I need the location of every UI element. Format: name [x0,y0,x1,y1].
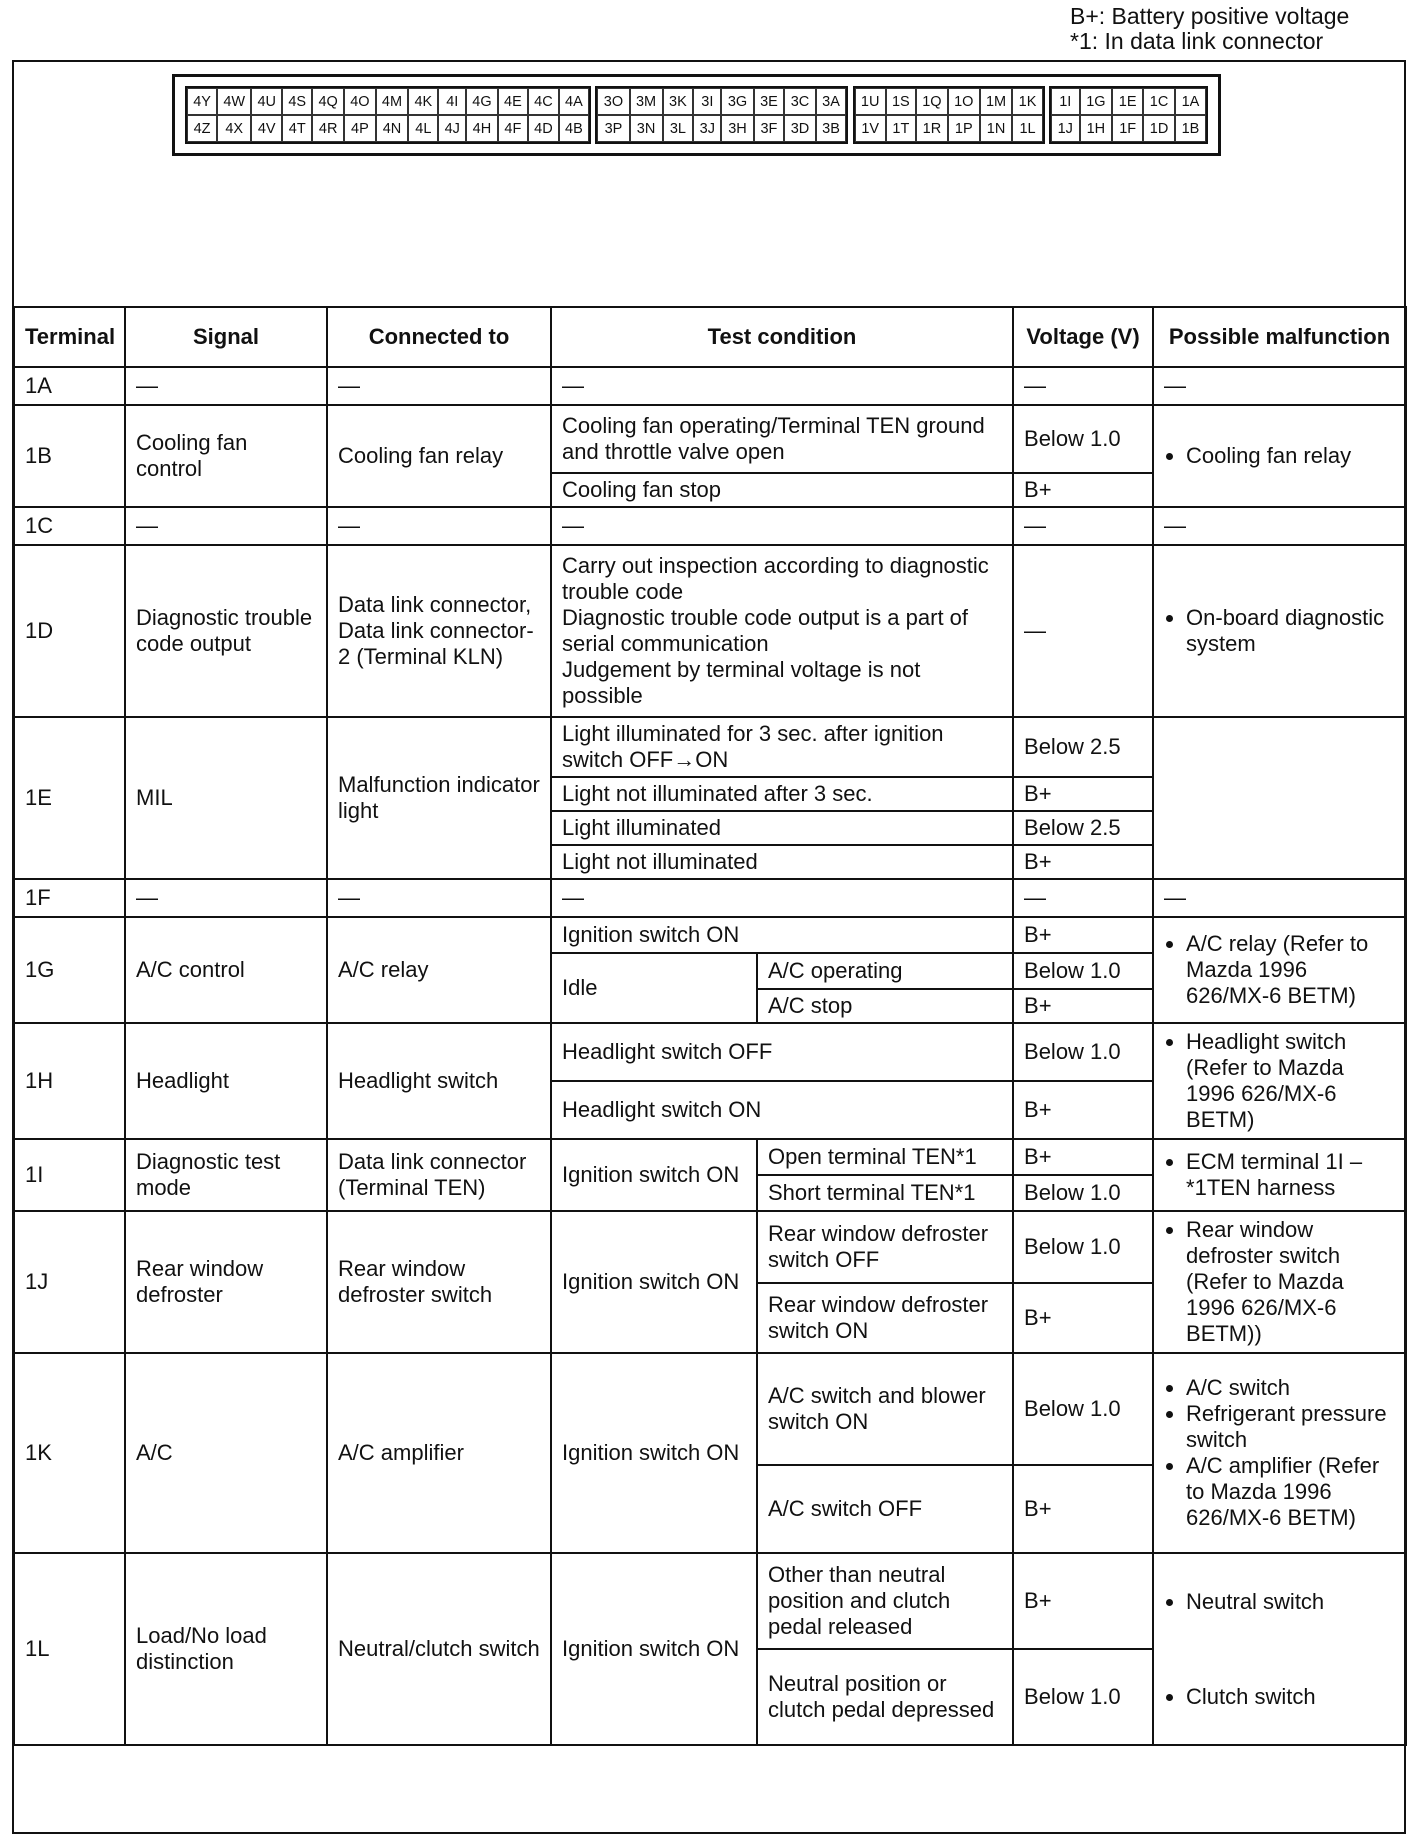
malfunction-cell [1153,1553,1406,1649]
malfunction-item: • Neutral switch [1186,1589,1395,1615]
table-row [14,545,1406,717]
signal-cell: MIL [125,717,327,879]
header-row [14,307,1406,367]
terminal-cell: 1C [14,507,125,545]
malfunction-cell [1153,1649,1406,1745]
empty-dash: — [1153,879,1406,917]
malfunction-item: • A/C relay (Refer to Mazda 1996 626/MX-6 BETM) [1186,931,1395,1009]
connector-pin: 3G [721,88,753,115]
table-row [14,1139,1406,1175]
connector-block-4 [185,86,591,144]
test-condition-cell: Open terminal TEN*1 [757,1139,1013,1175]
connector-pin: 1O [948,88,980,115]
connector-block-1b [1049,86,1208,144]
malfunction-item: • On-board diagnostic system [1186,605,1395,657]
connector-pin: 1A [1175,88,1206,115]
header-signal: Signal [125,307,327,367]
voltage-cell: B+ [1013,1139,1153,1175]
connected-to-cell: Malfunction indicator light [327,717,551,879]
header-test-condition: Test condition [551,307,1013,367]
connector-pin: 4T [282,115,312,142]
table-row [14,507,1406,545]
test-condition-cell: Neutral position or clutch pedal depressed [757,1649,1013,1745]
table-row [14,1353,1406,1465]
test-condition-line: Carry out inspection according to diagnostic trouble code [562,553,989,604]
empty-dash: — [551,879,1013,917]
connector-pin: 4X [217,115,251,142]
voltage-cell: B+ [1013,1283,1153,1353]
connector-pin: 4B [559,115,589,142]
table-row [14,1553,1406,1649]
connector-pin: 3D [784,115,815,142]
connector-pin: 1H [1080,115,1113,142]
connector-pin: 4Y [187,88,217,115]
test-condition-cell: Headlight switch ON [551,1081,1013,1139]
connector-pin: 4N [376,115,409,142]
empty-dash: — [125,507,327,545]
voltage-cell: Below 1.0 [1013,953,1153,989]
empty-dash: — [327,879,551,917]
connector-pin: 1N [980,115,1013,142]
ecm-connector-diagram [172,74,1221,156]
signal-cell: Diagnostic trouble code output [125,545,327,717]
connector-pin: 1P [948,115,980,142]
connector-pin: 4Q [312,88,344,115]
connector-pin: 4A [559,88,589,115]
connector-pin: 1J [1051,115,1080,142]
malfunction-item: • Refrigerant pressure switch [1186,1401,1395,1453]
connector-pin: 3O [597,88,629,115]
connector-pin: 4I [438,88,466,115]
malfunction-cell [1153,1211,1406,1353]
table-row [14,879,1406,917]
test-condition-cell: Cooling fan operating/Terminal TEN ground and throttle valve open [551,405,1013,473]
table-row [14,917,1406,953]
terminal-cell: 1H [14,1023,125,1139]
connector-pin: 3C [784,88,815,115]
test-condition-cell: Rear window defroster switch OFF [757,1211,1013,1283]
connector-pin: 4O [344,88,376,115]
connector-pin: 3J [693,115,721,142]
voltage-cell: B+ [1013,1081,1153,1139]
terminal-cell: 1E [14,717,125,879]
voltage-cell: B+ [1013,1465,1153,1553]
terminal-cell: 1D [14,545,125,717]
voltage-cell: Below 2.5 [1013,717,1153,777]
empty-dash: — [1013,367,1153,405]
test-condition-cell: A/C switch and blower switch ON [757,1353,1013,1465]
connector-pin: 4W [217,88,251,115]
empty-dash: — [125,879,327,917]
connector-pin: 3A [816,88,847,115]
malfunction-cell [1153,1023,1406,1139]
connected-to-cell: Neutral/clutch switch [327,1553,551,1745]
connector-pin: 3L [663,115,694,142]
malfunction-item: • Cooling fan relay [1186,443,1395,469]
connector-pin: 3B [816,115,847,142]
malfunction-item: • Rear window defroster switch (Refer to Mazda 1996 626/MX-6 BETM)) [1186,1217,1395,1347]
terminal-cell: 1J [14,1211,125,1353]
empty-dash: — [327,507,551,545]
connector-pin: 4V [251,115,282,142]
test-condition-cell: Light not illuminated [551,845,1013,879]
signal-cell: Rear window defroster [125,1211,327,1353]
terminal-table [13,306,1407,1746]
test-condition-cell: Rear window defroster switch ON [757,1283,1013,1353]
connector-block-3 [595,86,848,144]
signal-cell: Headlight [125,1023,327,1139]
connected-to-cell: Data link connector, Data link connector-2 (Terminal KLN) [327,545,551,717]
connector-pin: 4H [466,115,498,142]
connector-pin: 4D [528,115,559,142]
test-sub-condition-cell: Ignition switch ON [551,1553,757,1745]
test-condition-cell: A/C switch OFF [757,1465,1013,1553]
voltage-cell: Below 1.0 [1013,1023,1153,1081]
malfunction-item: • Clutch switch [1186,1684,1395,1710]
connector-pin: 4P [344,115,376,142]
voltage-cell: Below 1.0 [1013,405,1153,473]
empty-dash: — [327,367,551,405]
connected-to-cell: A/C relay [327,917,551,1023]
connector-pin: 1B [1175,115,1206,142]
connector-pin: 3E [754,88,785,115]
connector-pin: 4C [528,88,559,115]
connector-pin: 3F [754,115,785,142]
header-connected-to: Connected to [327,307,551,367]
connector-pin: 3I [693,88,721,115]
connector-pin: 1D [1143,115,1175,142]
empty-dash: — [1013,879,1153,917]
connector-pin: 1C [1143,88,1175,115]
malfunction-cell [1153,917,1406,1023]
voltage-cell: Below 2.5 [1013,811,1153,845]
test-condition-cell: Light illuminated [551,811,1013,845]
test-condition-cell [551,545,1013,717]
voltage-cell: Below 1.0 [1013,1649,1153,1745]
signal-cell: Cooling fan control [125,405,327,507]
test-condition-line: Judgement by terminal voltage is not possible [562,657,921,708]
legend [1070,4,1400,54]
malfunction-item: • A/C amplifier (Refer to Mazda 1996 626/MX-6 BETM) [1186,1453,1395,1531]
terminal-cell: 1F [14,879,125,917]
connector-pin: 1L [1012,115,1042,142]
terminal-cell: 1A [14,367,125,405]
table-row [14,1211,1406,1283]
empty-dash: — [1013,507,1153,545]
empty-dash: — [551,507,1013,545]
terminal-cell: 1I [14,1139,125,1211]
voltage-cell: B+ [1013,845,1153,879]
test-condition-cell: A/C operating [757,953,1013,989]
malfunction-cell [1153,545,1406,717]
connector-pin: 3P [597,115,629,142]
empty-dash: — [1153,507,1406,545]
malfunction-item: • Headlight switch (Refer to Mazda 1996 626/MX-6 BETM) [1186,1029,1395,1133]
connector-pin: 1E [1112,88,1143,115]
voltage-cell: B+ [1013,1553,1153,1649]
table-row [14,405,1406,473]
test-sub-condition-cell: Ignition switch ON [551,1353,757,1553]
voltage-cell: Below 1.0 [1013,1175,1153,1211]
connector-pin: 3N [630,115,663,142]
voltage-cell: B+ [1013,917,1153,953]
malfunction-cell [1153,1353,1406,1553]
signal-cell: A/C control [125,917,327,1023]
header-terminal: Terminal [14,307,125,367]
connected-to-cell: Data link connector (Terminal TEN) [327,1139,551,1211]
connected-to-cell: A/C amplifier [327,1353,551,1553]
empty-dash: — [1153,367,1406,405]
connector-pin: 4L [408,115,438,142]
voltage-cell: B+ [1013,777,1153,811]
connector-pin: 4S [282,88,312,115]
connector-pin: 4Z [187,115,217,142]
malfunction-cell [1153,717,1406,879]
voltage-cell: B+ [1013,989,1153,1023]
legend-battery-voltage: B+: Battery positive voltage [1070,3,1350,29]
connector-pin: 4U [251,88,282,115]
header-voltage: Voltage (V) [1013,307,1153,367]
connector-pin: 3M [630,88,663,115]
test-condition-cell: A/C stop [757,989,1013,1023]
table-row [14,367,1406,405]
test-condition-cell: Light not illuminated after 3 sec. [551,777,1013,811]
voltage-cell: Below 1.0 [1013,1211,1153,1283]
test-sub-condition-cell: Ignition switch ON [551,1211,757,1353]
signal-cell: Diagnostic test mode [125,1139,327,1211]
header-possible-malfunction: Possible malfunction [1153,307,1406,367]
connector-pin: 1S [886,88,916,115]
connector-pin: 1I [1051,88,1080,115]
connector-pin: 3H [721,115,753,142]
test-condition-cell: Other than neutral position and clutch pedal released [757,1553,1013,1649]
table-row [14,717,1406,777]
terminal-cell: 1K [14,1353,125,1553]
connector-pin: 4M [376,88,409,115]
connector-pin: 4R [312,115,344,142]
test-condition-cell: Ignition switch ON [551,917,1013,953]
malfunction-item: • A/C switch [1186,1375,1395,1401]
legend-data-link-note: *1: In data link connector [1070,28,1324,54]
connector-pin: 1R [916,115,948,142]
connector-pin: 4E [498,88,528,115]
test-sub-condition-cell: Ignition switch ON [551,1139,757,1211]
connector-pin: 4F [498,115,528,142]
connector-pin: 1M [980,88,1013,115]
malfunction-item: • ECM terminal 1I – *1TEN harness [1186,1149,1395,1201]
terminal-cell: 1G [14,917,125,1023]
terminal-cell: 1L [14,1553,125,1745]
connector-pin: 1T [886,115,916,142]
connector-pin: 1G [1080,88,1113,115]
signal-cell: Load/No load distinction [125,1553,327,1745]
empty-dash: — [551,367,1013,405]
malfunction-cell [1153,405,1406,507]
empty-dash: — [1013,545,1153,717]
test-sub-condition-cell: Idle [551,953,757,1023]
test-condition-cell: Short terminal TEN*1 [757,1175,1013,1211]
connected-to-cell: Headlight switch [327,1023,551,1139]
empty-dash: — [125,367,327,405]
connector-pin: 4G [466,88,498,115]
connected-to-cell: Cooling fan relay [327,405,551,507]
test-condition-cell: Headlight switch OFF [551,1023,1013,1081]
voltage-cell: B+ [1013,473,1153,507]
connector-pin: 1Q [916,88,948,115]
voltage-cell: Below 1.0 [1013,1353,1153,1465]
test-condition-cell: Light illuminated for 3 sec. after ignition switch OFF→ON [551,717,1013,777]
terminal-cell: 1B [14,405,125,507]
table-row [14,1023,1406,1081]
malfunction-cell [1153,1139,1406,1211]
connected-to-cell: Rear window defroster switch [327,1211,551,1353]
connector-block-1a [853,86,1045,144]
connector-pin: 1U [855,88,886,115]
test-condition-line: Diagnostic trouble code output is a part of serial communication [562,605,969,656]
connector-pin: 1F [1112,115,1143,142]
connector-pin: 4J [438,115,466,142]
signal-cell: A/C [125,1353,327,1553]
test-condition-cell: Cooling fan stop [551,473,1013,507]
connector-pin: 3K [663,88,694,115]
connector-pin: 1V [855,115,886,142]
connector-pin: 1K [1012,88,1042,115]
connector-pin: 4K [408,88,438,115]
